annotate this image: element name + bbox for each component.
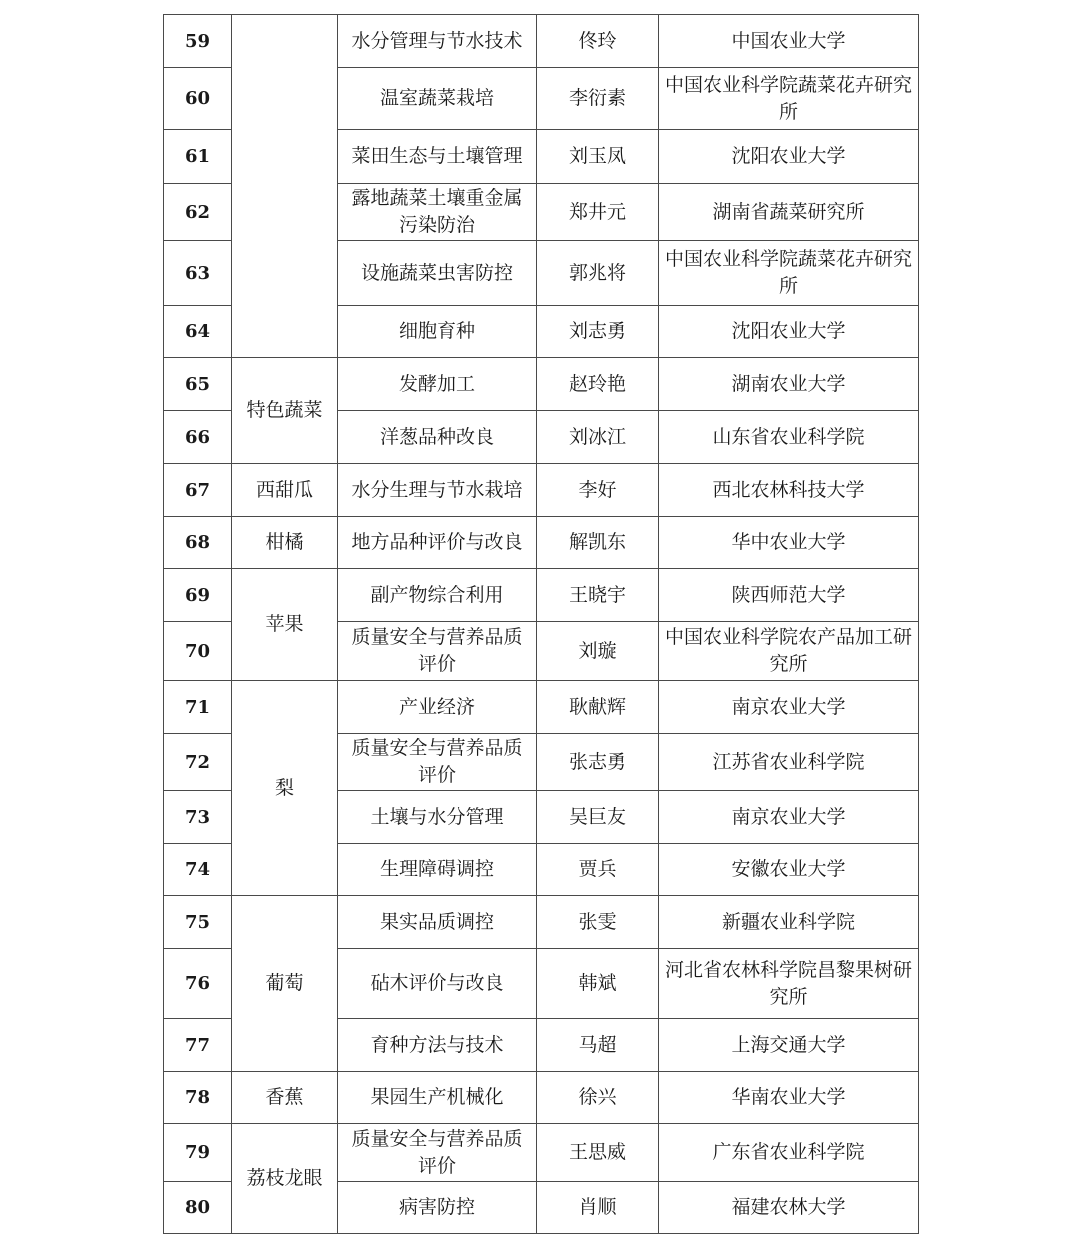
person-cell: 徐兴 [537, 1072, 659, 1124]
topic-cell: 露地蔬菜土壤重金属污染防治 [338, 184, 537, 241]
category-cell: 柑橘 [232, 517, 338, 569]
org-cell: 南京农业大学 [659, 681, 919, 734]
topic-cell: 水分生理与节水栽培 [338, 464, 537, 517]
row-number: 78 [164, 1072, 232, 1124]
row-number: 76 [164, 949, 232, 1019]
row-number: 60 [164, 68, 232, 130]
person-cell: 张志勇 [537, 734, 659, 791]
row-number: 65 [164, 358, 232, 411]
org-cell: 广东省农业科学院 [659, 1124, 919, 1182]
category-cell: 荔枝龙眼 [232, 1124, 338, 1234]
person-cell: 刘璇 [537, 622, 659, 681]
category-cell: 特色蔬菜 [232, 358, 338, 464]
person-cell: 马超 [537, 1019, 659, 1072]
category-cell [232, 15, 338, 358]
person-cell: 贾兵 [537, 844, 659, 896]
person-cell: 郑井元 [537, 184, 659, 241]
expert-table [163, 14, 919, 1234]
person-cell: 刘冰江 [537, 411, 659, 464]
topic-cell: 土壤与水分管理 [338, 791, 537, 844]
topic-cell: 果园生产机械化 [338, 1072, 537, 1124]
org-cell: 华南农业大学 [659, 1072, 919, 1124]
topic-cell: 生理障碍调控 [338, 844, 537, 896]
table-row [164, 517, 919, 569]
category-cell: 苹果 [232, 569, 338, 681]
topic-cell: 质量安全与营养品质评价 [338, 1124, 537, 1182]
person-cell: 张雯 [537, 896, 659, 949]
org-cell: 中国农业科学院蔬菜花卉研究所 [659, 241, 919, 306]
topic-cell: 产业经济 [338, 681, 537, 734]
org-cell: 中国农业科学院蔬菜花卉研究所 [659, 68, 919, 130]
row-number: 69 [164, 569, 232, 622]
topic-cell: 温室蔬菜栽培 [338, 68, 537, 130]
org-cell: 河北省农林科学院昌黎果树研究所 [659, 949, 919, 1019]
row-number: 71 [164, 681, 232, 734]
person-cell: 佟玲 [537, 15, 659, 68]
org-cell: 华中农业大学 [659, 517, 919, 569]
topic-cell: 菜田生态与土壤管理 [338, 130, 537, 184]
table-row [164, 1124, 919, 1182]
org-cell: 湖南省蔬菜研究所 [659, 184, 919, 241]
person-cell: 李好 [537, 464, 659, 517]
org-cell: 沈阳农业大学 [659, 306, 919, 358]
table-row [164, 896, 919, 949]
org-cell: 湖南农业大学 [659, 358, 919, 411]
topic-cell: 质量安全与营养品质评价 [338, 734, 537, 791]
table-row [164, 1072, 919, 1124]
person-cell: 刘志勇 [537, 306, 659, 358]
topic-cell: 副产物综合利用 [338, 569, 537, 622]
row-number: 75 [164, 896, 232, 949]
row-number: 73 [164, 791, 232, 844]
topic-cell: 病害防控 [338, 1182, 537, 1234]
table-row [164, 681, 919, 734]
row-number: 68 [164, 517, 232, 569]
table-row [164, 15, 919, 68]
category-cell: 香蕉 [232, 1072, 338, 1124]
table-row [164, 464, 919, 517]
row-number: 62 [164, 184, 232, 241]
org-cell: 安徽农业大学 [659, 844, 919, 896]
person-cell: 吴巨友 [537, 791, 659, 844]
org-cell: 福建农林大学 [659, 1182, 919, 1234]
row-number: 61 [164, 130, 232, 184]
row-number: 67 [164, 464, 232, 517]
org-cell: 沈阳农业大学 [659, 130, 919, 184]
row-number: 72 [164, 734, 232, 791]
org-cell: 中国农业科学院农产品加工研究所 [659, 622, 919, 681]
row-number: 64 [164, 306, 232, 358]
row-number: 66 [164, 411, 232, 464]
person-cell: 刘玉凤 [537, 130, 659, 184]
topic-cell: 设施蔬菜虫害防控 [338, 241, 537, 306]
row-number: 63 [164, 241, 232, 306]
person-cell: 耿献辉 [537, 681, 659, 734]
topic-cell: 育种方法与技术 [338, 1019, 537, 1072]
org-cell: 新疆农业科学院 [659, 896, 919, 949]
person-cell: 郭兆将 [537, 241, 659, 306]
table-row [164, 569, 919, 622]
row-number: 70 [164, 622, 232, 681]
topic-cell: 细胞育种 [338, 306, 537, 358]
table-row [164, 358, 919, 411]
person-cell: 肖顺 [537, 1182, 659, 1234]
topic-cell: 质量安全与营养品质评价 [338, 622, 537, 681]
category-cell: 西甜瓜 [232, 464, 338, 517]
topic-cell: 砧木评价与改良 [338, 949, 537, 1019]
org-cell: 南京农业大学 [659, 791, 919, 844]
topic-cell: 洋葱品种改良 [338, 411, 537, 464]
org-cell: 西北农林科技大学 [659, 464, 919, 517]
topic-cell: 果实品质调控 [338, 896, 537, 949]
row-number: 80 [164, 1182, 232, 1234]
category-cell: 葡萄 [232, 896, 338, 1072]
row-number: 59 [164, 15, 232, 68]
org-cell: 中国农业大学 [659, 15, 919, 68]
person-cell: 李衍素 [537, 68, 659, 130]
person-cell: 解凯东 [537, 517, 659, 569]
person-cell: 韩斌 [537, 949, 659, 1019]
org-cell: 陕西师范大学 [659, 569, 919, 622]
row-number: 74 [164, 844, 232, 896]
category-cell: 梨 [232, 681, 338, 896]
person-cell: 赵玲艳 [537, 358, 659, 411]
topic-cell: 发酵加工 [338, 358, 537, 411]
person-cell: 王思威 [537, 1124, 659, 1182]
org-cell: 江苏省农业科学院 [659, 734, 919, 791]
topic-cell: 地方品种评价与改良 [338, 517, 537, 569]
person-cell: 王晓宇 [537, 569, 659, 622]
row-number: 77 [164, 1019, 232, 1072]
org-cell: 上海交通大学 [659, 1019, 919, 1072]
row-number: 79 [164, 1124, 232, 1182]
topic-cell: 水分管理与节水技术 [338, 15, 537, 68]
org-cell: 山东省农业科学院 [659, 411, 919, 464]
